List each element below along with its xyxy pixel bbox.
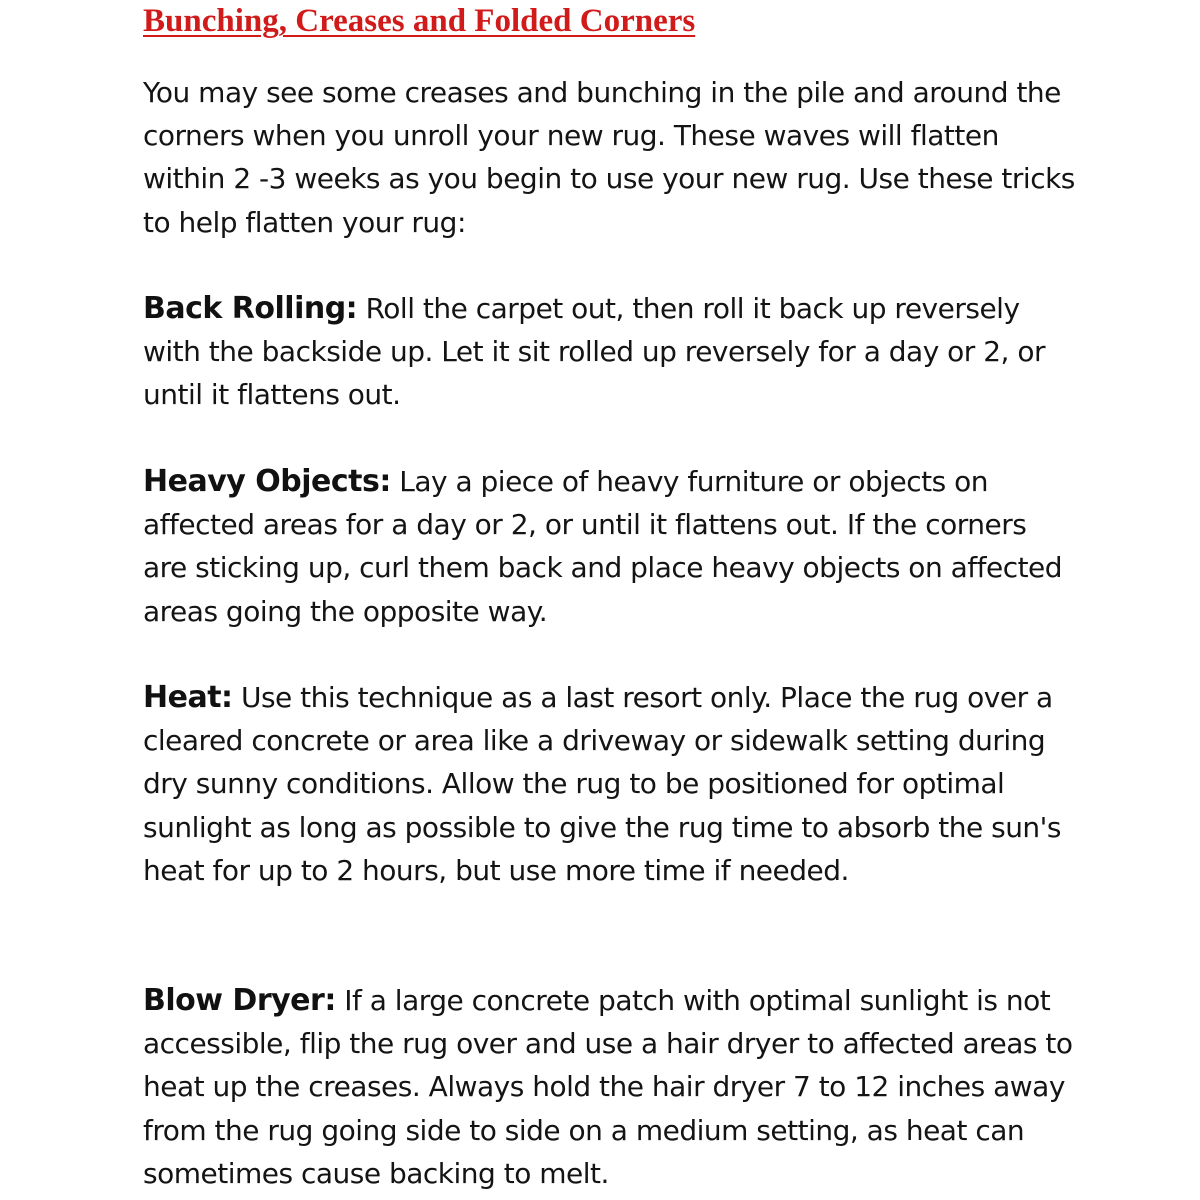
section-text: Lay a piece of heavy furniture or objects on affected areas for a day or 2, or until it flattens out. If the corners are sticking up, curl them back and place heavy objects on affected areas going the opposite way. bbox=[143, 465, 1063, 628]
section-text: Use this technique as a last resort only. Place the rug over a cleared concrete or area like a driveway or sidewalk setting during dry sunny conditions. Allow the rug to be positioned for optimal sunlight as long as possible to give the rug time to absorb the sun's heat for up to 2 hours, but use more time if needed. bbox=[143, 681, 1061, 887]
section-back-rolling bbox=[143, 287, 1078, 417]
section-label: Back Rolling: bbox=[143, 291, 358, 326]
intro-paragraph: You may see some creases and bunching in the pile and around the corners when you unroll your new rug. These waves will flatten within 2 -3 weeks as you begin to use your new rug. Use these tricks to help flatten your rug: bbox=[143, 76, 1075, 239]
section-label: Heat: bbox=[143, 680, 233, 715]
section-label: Heavy Objects: bbox=[143, 464, 391, 499]
section-label: Blow Dryer: bbox=[143, 983, 336, 1018]
section-blow-dryer bbox=[143, 979, 1078, 1195]
section-text: Roll the carpet out, then roll it back up reversely with the backside up. Let it sit rolled up reversely for a day or 2, or until it flattens out. bbox=[143, 292, 1045, 412]
section-text: If a large concrete patch with optimal sunlight is not accessible, flip the rug over and use a hair dryer to affected areas to heat up the creases. Always hold the hair dryer 7 to 12 inches away from the rug going side to side on a medium setting, as heat can sometimes cause backing to melt. bbox=[143, 984, 1073, 1190]
section-heavy-objects bbox=[143, 460, 1078, 633]
section-heat bbox=[143, 676, 1078, 892]
page-title: Bunching, Creases and Folded Corners bbox=[143, 3, 696, 39]
